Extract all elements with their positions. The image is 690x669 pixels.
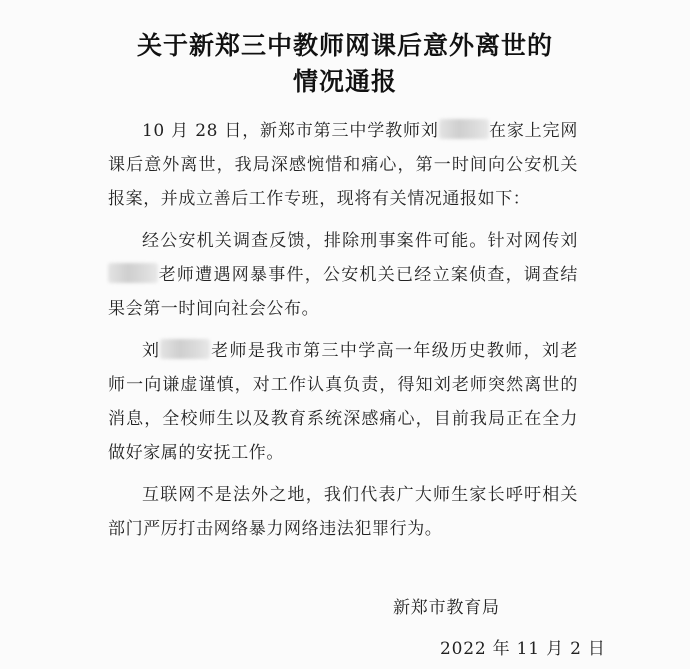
paragraph-3-start: 刘 [142,341,161,361]
redacted-name-blur [108,263,158,283]
paragraph-3 [108,334,578,470]
redacted-name-blur [439,119,489,139]
paragraph-3-rest: 老师是我市第三中学高一年级历史教师，刘老师一向谦虚谨慎，对工作认真负责，得知刘老师突然离世的消息，全校师生以及教育系统深感痛心，目前我局正在全力做好家属的安抚工作。 [108,341,578,463]
paragraph-2-start: 经公安机关调查反馈，排除刑事案件可能。针对网传刘 [142,231,578,251]
paragraph-1-rest: 在家上完网课后意外离世，我局深感惋惜和痛心，第一时间向公安机关报案，并成立善后工作专班，现将有关情况通报如下： [108,121,579,209]
paragraph-2-rest: 老师遭遇网暴事件，公安机关已经立案侦查，调查结果会第一时间向社会公布。 [108,265,578,319]
paragraph-4: 互联网不是法外之地，我们代表广大师生家长呼吁相关部门严厉打击网络暴力网络违法犯罪行为。 [108,485,578,539]
redacted-name-blur [160,339,210,359]
issue-date: 2022 年 11 月 2 日 [440,639,606,659]
paragraph-1 [108,114,578,216]
paragraph-2 [108,224,578,326]
issuing-authority: 新郑市教育局 [393,598,500,618]
document-title-line-1: 关于新郑三中教师网课后意外离世的 [136,31,553,60]
document-title-line-2: 情况通报 [292,67,397,96]
paragraph-1-start: 10 月 28 日，新郑市第三中学教师刘 [142,121,439,141]
document-body [108,114,578,546]
